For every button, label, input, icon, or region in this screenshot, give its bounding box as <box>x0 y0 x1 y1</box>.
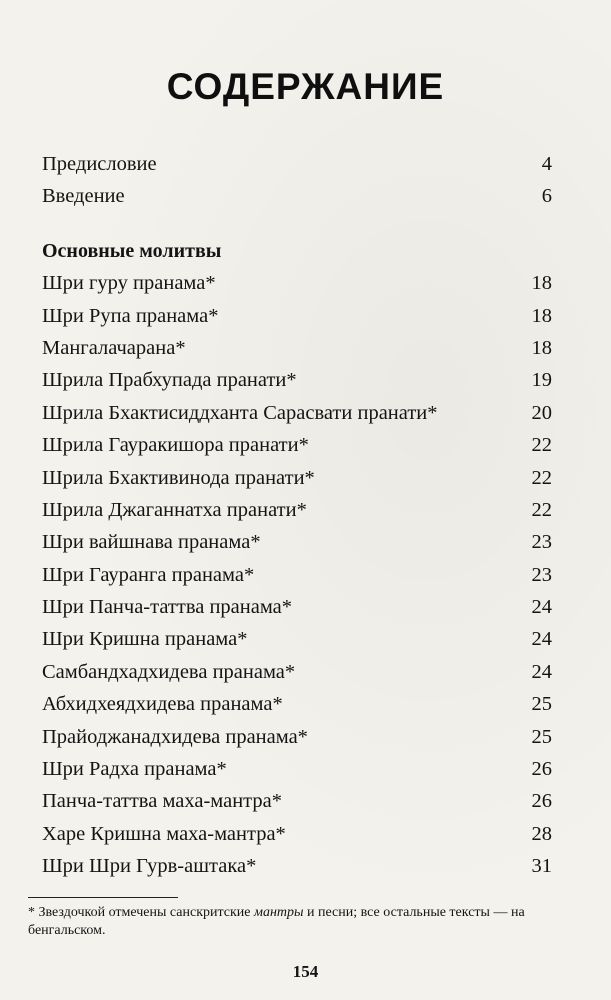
toc-entry-label: Абхидхеядхидева пранама* <box>42 693 283 716</box>
toc-entry-page: 24 <box>531 660 552 683</box>
toc-entry <box>42 462 552 494</box>
toc-entry <box>42 300 552 332</box>
toc-entry <box>42 688 552 720</box>
toc-entry <box>42 850 552 882</box>
toc-entry-page: 24 <box>531 628 552 651</box>
toc-entry-page: 28 <box>531 822 552 845</box>
toc-entry <box>42 753 552 785</box>
footnote-lead: * Звездочкой отмечены санскритские <box>28 905 255 920</box>
page-title: СОДЕРЖАНИЕ <box>166 66 445 107</box>
toc-entry-page: 31 <box>531 855 552 878</box>
toc-entry-page: 23 <box>531 563 552 586</box>
toc-entry <box>42 559 552 591</box>
toc-entry-page: 18 <box>531 272 552 295</box>
toc-entry-label: Прайоджанадхидева пранама* <box>42 725 308 748</box>
toc-entry-label: Шри гуру пранама* <box>42 272 216 295</box>
toc-entry-label: Введение <box>42 185 125 208</box>
toc-entry <box>42 180 552 212</box>
toc-entry <box>42 429 552 461</box>
toc-entry <box>42 267 552 299</box>
toc-entry <box>42 494 552 526</box>
toc-entry-label: Самбандхадхидева пранама* <box>42 660 296 683</box>
toc-entry-page: 25 <box>531 725 552 748</box>
toc-entry <box>42 591 552 623</box>
toc-entry-label: Предисловие <box>42 153 157 175</box>
toc-entry <box>42 148 552 180</box>
toc-entry-page: 26 <box>531 758 552 781</box>
toc-entry-label: Шрила Бхактивинода пранати* <box>42 466 315 489</box>
toc-entry <box>42 364 552 396</box>
toc-entry-label: Шри Гауранга пранама* <box>42 563 255 586</box>
toc-entry-label: Шри Шри Гурв-аштака* <box>42 855 257 878</box>
front-matter-list <box>42 148 552 213</box>
footnote-emphasis: мантры <box>254 905 304 920</box>
toc-entry-page: 19 <box>531 369 552 392</box>
page-number: 154 <box>292 962 319 981</box>
toc-entry-page: 22 <box>531 466 552 489</box>
toc-entry <box>42 721 552 753</box>
footnote-rule <box>28 897 178 898</box>
toc-entry-page: 18 <box>531 304 552 327</box>
toc-entry <box>42 623 552 655</box>
toc-entry-label: Шрила Бхактисиддханта Сарасвати пранати* <box>42 401 438 424</box>
toc-entry <box>42 818 552 850</box>
section-items-list <box>42 267 552 882</box>
section-heading: Основные молитвы <box>42 239 222 262</box>
footnote <box>28 904 588 940</box>
toc-entry-page: 26 <box>531 790 552 813</box>
toc-entry-label: Шрила Прабхупада пранати* <box>42 369 297 392</box>
table-of-contents <box>42 148 552 883</box>
toc-entry-label: Шри Радха пранама* <box>42 758 227 781</box>
toc-entry <box>42 397 552 429</box>
toc-entry <box>42 332 552 364</box>
toc-entry-page: 25 <box>531 693 552 716</box>
toc-entry-page: 23 <box>531 531 552 554</box>
toc-entry-label: Шри Панча-таттва пранама* <box>42 596 293 619</box>
toc-entry-page: 4 <box>541 153 552 175</box>
footnote-tail: и песни; все остальные тексты — на бенгальском. <box>28 905 525 938</box>
toc-entry-label: Шри вайшнава пранама* <box>42 531 261 554</box>
toc-entry-label: Харе Кришна маха-мантра* <box>42 822 286 845</box>
toc-entry-label: Мангалачарана* <box>42 336 186 359</box>
toc-entry-page: 22 <box>531 498 552 521</box>
toc-entry <box>42 656 552 688</box>
toc-entry-label: Панча-таттва маха-мантра* <box>42 790 282 813</box>
toc-entry-label: Шрила Джаганнатха пранати* <box>42 498 307 521</box>
toc-entry <box>42 785 552 817</box>
toc-entry-page: 18 <box>531 336 552 359</box>
toc-entry-page: 22 <box>531 434 552 457</box>
toc-entry-label: Шрила Гауракишора пранати* <box>42 434 309 457</box>
section-spacer <box>42 213 552 235</box>
toc-entry-page: 20 <box>531 401 552 424</box>
toc-entry-label: Шри Рупа пранама* <box>42 304 219 327</box>
toc-entry-page: 24 <box>531 596 552 619</box>
toc-entry-label: Шри Кришна пранама* <box>42 628 248 651</box>
toc-entry-page: 6 <box>541 185 552 208</box>
toc-entry <box>42 526 552 558</box>
